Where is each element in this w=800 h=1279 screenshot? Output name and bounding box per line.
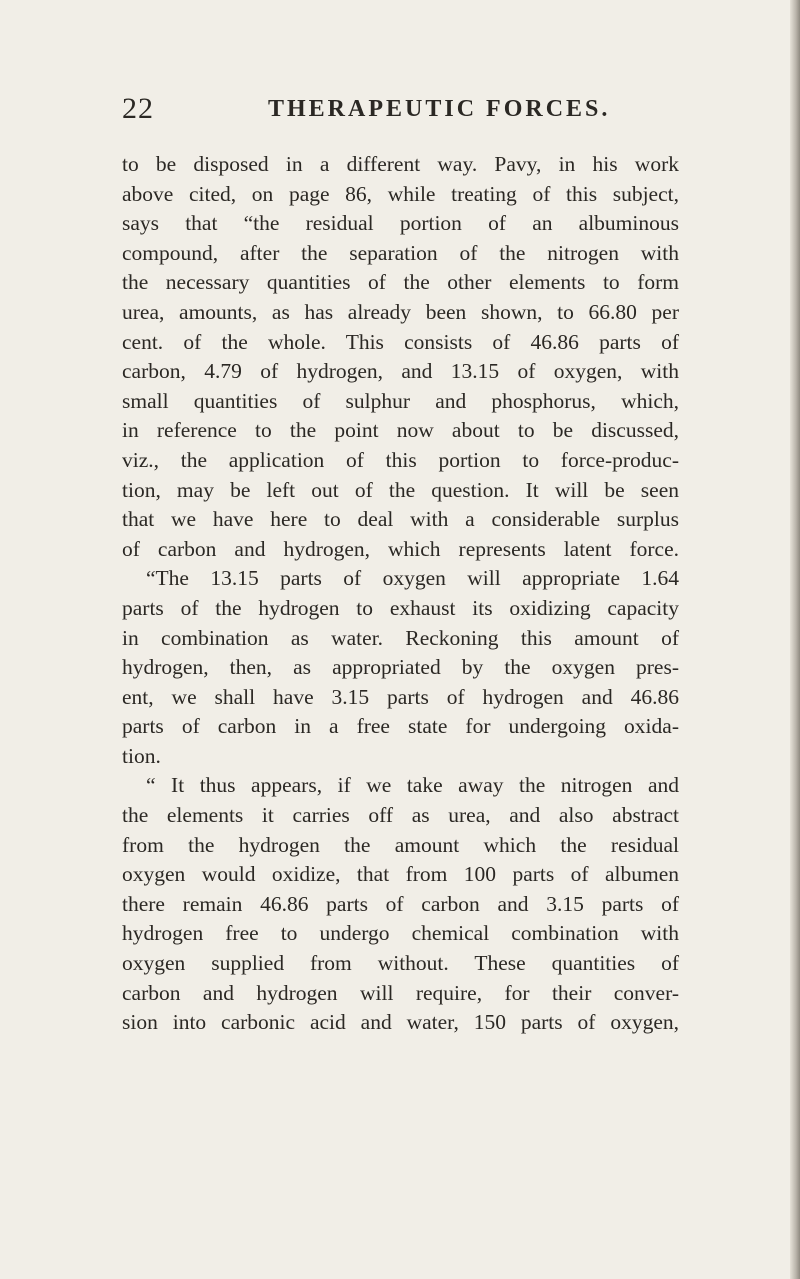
text-line: ent, we shall have 3.15 parts of hydrogen and 46.86 bbox=[122, 684, 679, 709]
text-line: of carbon and hydrogen, which represents latent force. bbox=[122, 536, 679, 561]
text-line: parts of the hydrogen to exhaust its oxidizing capacity bbox=[122, 595, 679, 620]
text-line: there remain 46.86 parts of carbon and 3.15 parts of bbox=[122, 891, 679, 916]
text-line: carbon, 4.79 of hydrogen, and 13.15 of oxygen, with bbox=[122, 359, 679, 384]
text-line: carbon and hydrogen will require, for their conver- bbox=[122, 980, 679, 1005]
body-text bbox=[122, 150, 679, 1038]
text-line: in combination as water. Reckoning this amount of bbox=[122, 625, 679, 650]
text-line: the elements it carries off as urea, and also abstract bbox=[122, 803, 679, 828]
text-line: compound, after the separation of the nitrogen with bbox=[122, 240, 679, 265]
text-line: above cited, on page 86, while treating of this subject, bbox=[122, 181, 679, 206]
page-header bbox=[122, 92, 682, 132]
text-line: “ It thus appears, if we take away the nitrogen and bbox=[146, 773, 679, 798]
text-line: the necessary quantities of the other elements to form bbox=[122, 270, 679, 295]
text-line: from the hydrogen the amount which the residual bbox=[122, 832, 679, 857]
text-line: that we have here to deal with a considerable surplus bbox=[122, 507, 679, 532]
text-line: sion into carbonic acid and water, 150 parts of oxygen, bbox=[122, 1010, 679, 1035]
text-line: tion. bbox=[122, 743, 161, 768]
text-line: cent. of the whole. This consists of 46.86 parts of bbox=[122, 329, 679, 354]
text-line: oxygen supplied from without. These quantities of bbox=[122, 951, 679, 976]
text-line: oxygen would oxidize, that from 100 parts of albumen bbox=[122, 862, 679, 887]
text-line: “The 13.15 parts of oxygen will appropriate 1.64 bbox=[146, 566, 679, 591]
text-line: hydrogen free to undergo chemical combination with bbox=[122, 921, 679, 946]
page-edge bbox=[790, 0, 800, 1279]
running-head: THERAPEUTIC FORCES. bbox=[268, 96, 611, 122]
text-line: small quantities of sulphur and phosphorus, which, bbox=[122, 388, 679, 413]
text-line: tion, may be left out of the question. It will be seen bbox=[122, 477, 679, 502]
page-number: 22 bbox=[122, 92, 154, 125]
text-line: says that “the residual portion of an albuminous bbox=[122, 211, 679, 236]
text-line: urea, amounts, as has already been shown, to 66.80 per bbox=[122, 299, 679, 324]
text-line: to be disposed in a different way. Pavy, in his work bbox=[122, 152, 679, 176]
text-line: in reference to the point now about to be discussed, bbox=[122, 418, 679, 443]
text-line: hydrogen, then, as appropriated by the oxygen pres- bbox=[122, 655, 679, 680]
text-line: viz., the application of this portion to force-produc- bbox=[122, 447, 679, 472]
text-line: parts of carbon in a free state for undergoing oxida- bbox=[122, 714, 679, 739]
